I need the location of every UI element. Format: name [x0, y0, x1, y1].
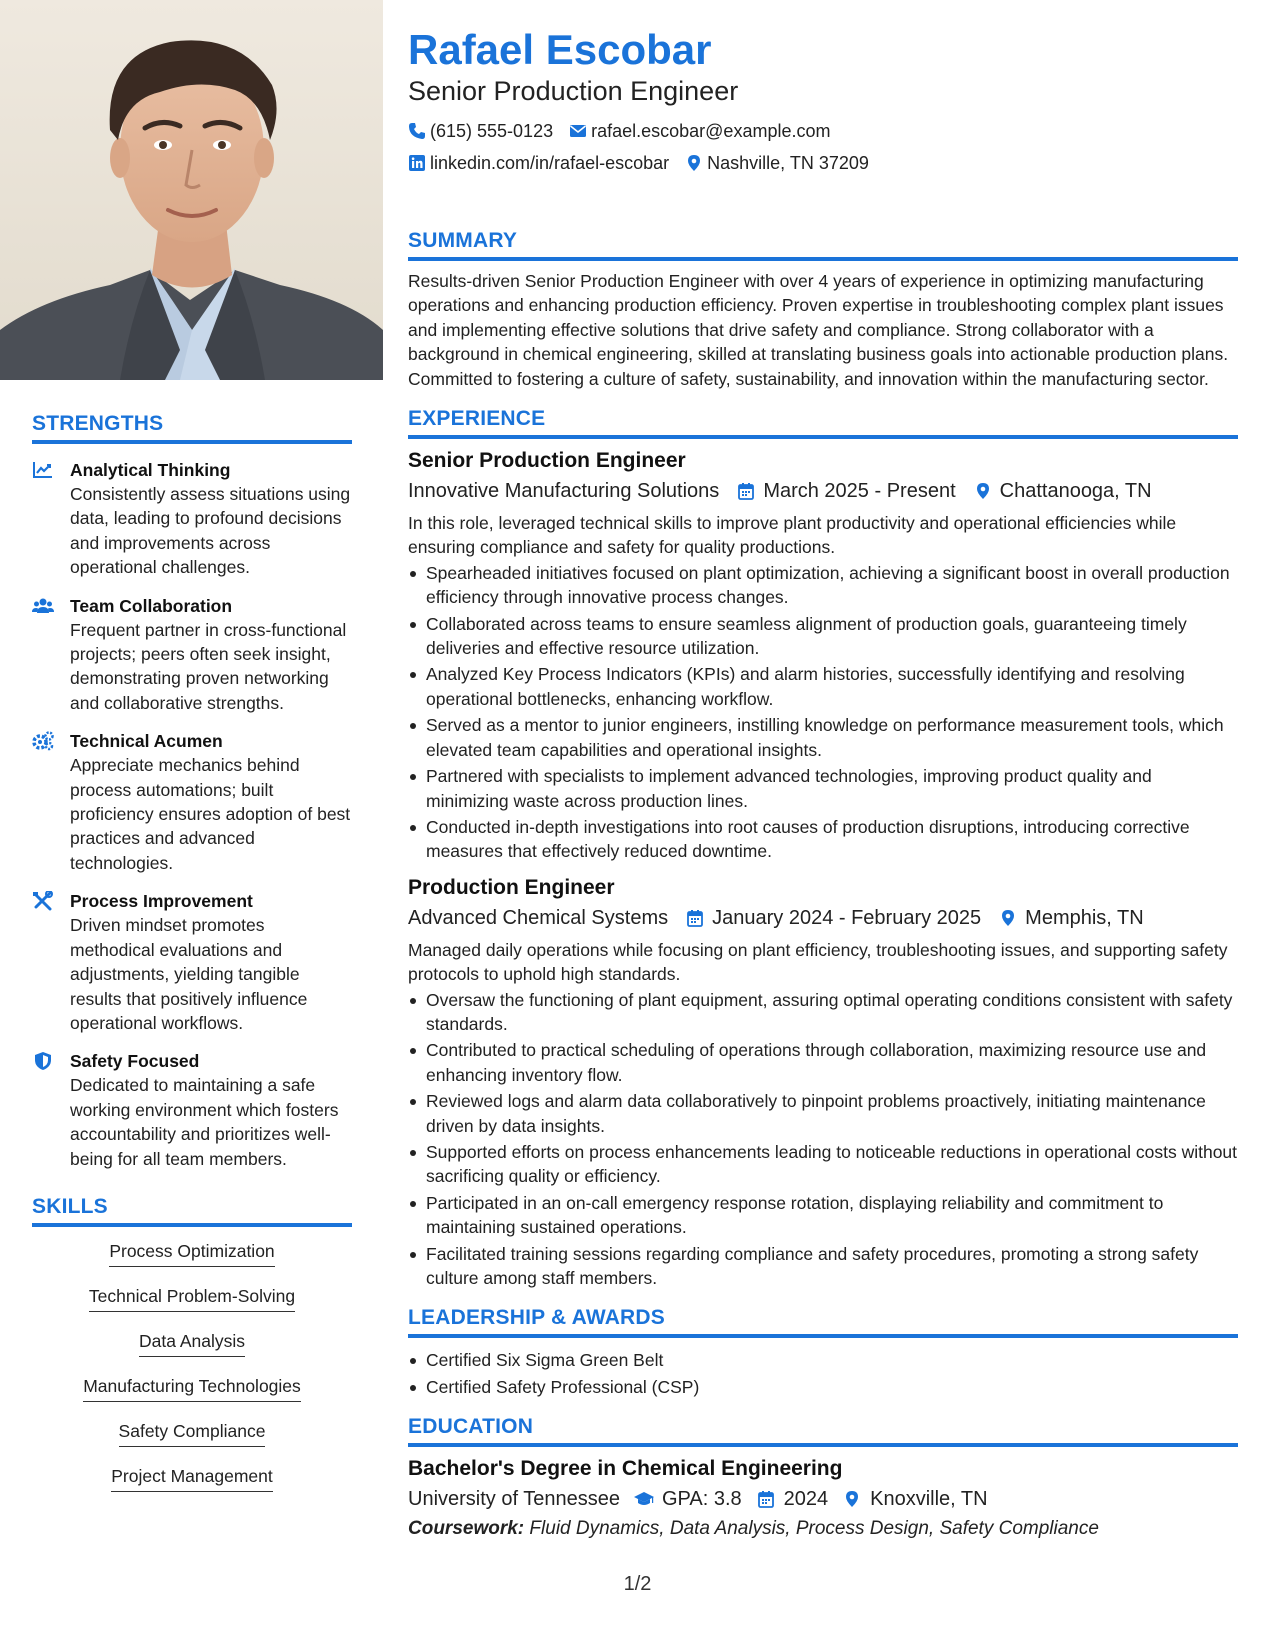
- education-section: [408, 1415, 1238, 1543]
- edu-location-wrap: [842, 1485, 987, 1513]
- list-item: Facilitated training sessions regarding compliance and safety procedures, promoting a strong safety culture among staff members.: [408, 1242, 1238, 1291]
- strength-item: [32, 1049, 352, 1171]
- skills-section: [32, 1195, 352, 1509]
- cogs-icon: [32, 731, 54, 751]
- job-summary: Managed daily operations while focusing on plant efficiency, troubleshooting issues, and supporting safety protocols to uphold high standards.: [408, 939, 1228, 985]
- strengths-heading: STRENGTHS: [32, 412, 352, 444]
- awards-section: [408, 1306, 1238, 1399]
- strength-name: Team Collaboration: [70, 595, 233, 616]
- strength-item: [32, 458, 352, 580]
- strength-item: [32, 889, 352, 1035]
- calendar-icon: [756, 1490, 776, 1508]
- list-item: Certified Six Sigma Green Belt: [408, 1348, 1238, 1372]
- skills-list: [32, 1239, 352, 1509]
- location-contact: [685, 151, 869, 175]
- strength-desc: Appreciate mechanics behind process automations; built proficiency ensures adoption of best practices and advanced technologies.: [70, 755, 351, 873]
- graduation-cap-icon: [634, 1490, 654, 1508]
- awards-list: [408, 1348, 1238, 1399]
- list-item: Participated in an on-call emergency response rotation, displaying reliability and commitment to maintaining sustained operations.: [408, 1191, 1238, 1240]
- users-icon: [32, 596, 54, 616]
- strength-name: Process Improvement: [70, 891, 253, 912]
- email-text: rafael.escobar@example.com: [591, 121, 831, 141]
- list-item: Collaborated across teams to ensure seamless alignment of production goals, guaranteeing timely deliveries and effective resource utilization.: [408, 612, 1238, 661]
- list-item: Analyzed Key Process Indicators (KPIs) and alarm histories, successfully identifying and resolving operational bottlenecks, enhancing workflow.: [408, 662, 1238, 711]
- job-dates: March 2025 - Present: [763, 480, 956, 503]
- calendar-icon: [737, 482, 755, 500]
- degree-title: Bachelor's Degree in Chemical Engineering: [408, 1457, 843, 1481]
- edu-location: Knoxville, TN: [870, 1488, 988, 1511]
- job-company: Advanced Chemical Systems: [408, 906, 669, 929]
- left-column: [32, 412, 352, 1509]
- email-contact[interactable]: [569, 119, 830, 143]
- summary-section: [408, 229, 1238, 391]
- envelope-icon: [569, 122, 587, 140]
- list-item: Certified Safety Professional (CSP): [408, 1375, 1238, 1399]
- linkedin-text: linkedin.com/in/rafael-escobar: [430, 153, 670, 173]
- job-location: Chattanooga, TN: [999, 480, 1152, 503]
- job-dates: January 2024 - February 2025: [712, 906, 982, 929]
- coursework-label: Coursework:: [408, 1518, 525, 1540]
- map-marker-icon: [685, 154, 703, 172]
- job-entry: [408, 874, 1238, 1291]
- list-item: Contributed to practical scheduling of operations through collaboration, maximizing resource use and enhancing inventory flow.: [408, 1038, 1238, 1087]
- right-column: [408, 24, 1238, 1543]
- year-wrap: [756, 1485, 829, 1513]
- skill-item: Data Analysis: [139, 1329, 245, 1357]
- experience-heading: EXPERIENCE: [408, 407, 1238, 439]
- map-marker-icon: [974, 482, 992, 500]
- job-meta: [408, 904, 1238, 932]
- list-item: Spearheaded initiatives focused on plant optimization, achieving a significant boost in overall production efficiency through innovative process changes.: [408, 561, 1238, 610]
- job-location-wrap: [999, 904, 1144, 932]
- strength-item: [32, 729, 352, 875]
- page-number: 1/2: [623, 1573, 652, 1595]
- skill-item: Safety Compliance: [119, 1419, 266, 1447]
- profile-photo: [0, 0, 383, 380]
- experience-section: [408, 407, 1238, 1290]
- candidate-name: Rafael Escobar: [408, 26, 712, 73]
- job-summary: In this role, leveraged technical skills to improve plant productivity and operational efficiencies while ensuring compliance and safety for quality productions.: [408, 513, 1177, 558]
- tools-icon: [32, 891, 54, 911]
- awards-heading: LEADERSHIP & AWARDS: [408, 1306, 1238, 1338]
- candidate-title: Senior Production Engineer: [408, 76, 739, 106]
- graduation-year: 2024: [783, 1488, 829, 1511]
- chart-line-icon: [32, 460, 54, 480]
- job-location: Memphis, TN: [1025, 906, 1144, 929]
- list-item: Reviewed logs and alarm data collaboratively to pinpoint problems proactively, initiating maintenance driven by data insights.: [408, 1089, 1238, 1138]
- list-item: Supported efforts on process enhancements leading to noticeable reductions in operational costs without sacrificing quality or efficiency.: [408, 1140, 1238, 1189]
- education-meta: [408, 1485, 1238, 1513]
- job-bullets: [408, 561, 1238, 864]
- strength-desc: Frequent partner in cross-functional projects; peers often seek insight, demonstrating proven networking and collaborative strengths.: [70, 619, 347, 713]
- job-company: Innovative Manufacturing Solutions: [408, 480, 720, 503]
- skill-item: Process Optimization: [109, 1239, 274, 1267]
- strength-desc: Dedicated to maintaining a safe working environment which fosters accountability and prioritizes well-being for all team members.: [70, 1075, 339, 1169]
- strength-desc: Consistently assess situations using data, leading to profound decisions and improvements across operational challenges.: [70, 484, 351, 578]
- strength-item: [32, 594, 352, 716]
- strength-name: Technical Acumen: [70, 731, 223, 752]
- job-meta: [408, 477, 1238, 505]
- calendar-icon: [686, 909, 704, 927]
- job-title: Production Engineer: [408, 875, 615, 899]
- job-location-wrap: [974, 477, 1152, 505]
- job-title: Senior Production Engineer: [408, 449, 686, 473]
- summary-text: Results-driven Senior Production Engineer with over 4 years of experience in optimizing manufacturing operations and enhancing production efficiency. Proven expertise in troubleshooting complex plant issues and implementing effective solutions that drive safety and compliance. Strong collaborator with a background in chemical engineering, skilled at translating business goals into actionable production plans. Committed to fostering a culture of safety, sustainability, and innovation within the manufacturing sector.: [408, 271, 1229, 389]
- list-item: Conducted in-depth investigations into root causes of production disruptions, introducing corrective measures that effectively reduced downtime.: [408, 815, 1238, 864]
- gpa-wrap: [634, 1485, 742, 1513]
- map-marker-icon: [999, 909, 1017, 927]
- job-dates-wrap: [737, 477, 955, 505]
- job-bullets: [408, 988, 1238, 1291]
- summary-heading: SUMMARY: [408, 229, 1238, 261]
- shield-icon: [32, 1051, 54, 1071]
- job-entry: [408, 447, 1238, 864]
- strength-name: Analytical Thinking: [70, 460, 231, 480]
- strength-name: Safety Focused: [70, 1051, 200, 1072]
- phone-text: (615) 555-0123: [430, 121, 554, 141]
- skill-item: Manufacturing Technologies: [83, 1374, 301, 1402]
- coursework: [408, 1515, 1238, 1543]
- gpa-text: GPA: 3.8: [661, 1488, 742, 1511]
- strength-desc: Driven mindset promotes methodical evaluations and adjustments, yielding tangible results that positively influence operational workflows.: [70, 915, 308, 1033]
- skill-item: Technical Problem-Solving: [89, 1284, 295, 1312]
- coursework-text: Fluid Dynamics, Data Analysis, Process Design, Safety Compliance: [529, 1518, 1099, 1540]
- education-heading: EDUCATION: [408, 1415, 1238, 1447]
- portrait-illustration: [0, 0, 383, 380]
- school-name: University of Tennessee: [408, 1488, 620, 1511]
- job-dates-wrap: [686, 904, 981, 932]
- phone-icon: [408, 122, 426, 140]
- contact-info: [408, 115, 1238, 179]
- list-item: Partnered with specialists to implement advanced technologies, improving product quality and minimizing waste across production lines.: [408, 764, 1238, 813]
- location-text: Nashville, TN 37209: [707, 153, 869, 173]
- list-item: Served as a mentor to junior engineers, instilling knowledge on performance measurement tools, which elevated team capabilities and operational insights.: [408, 713, 1238, 762]
- list-item: Oversaw the functioning of plant equipment, assuring optimal operating conditions consistent with safety standards.: [408, 988, 1238, 1037]
- map-marker-icon: [842, 1490, 862, 1508]
- strengths-list: [32, 458, 352, 1171]
- skill-item: Project Management: [111, 1464, 272, 1492]
- linkedin-contact[interactable]: [408, 151, 669, 175]
- phone-contact[interactable]: [408, 119, 553, 143]
- skills-heading: SKILLS: [32, 1195, 352, 1227]
- linkedin-icon: [408, 154, 426, 172]
